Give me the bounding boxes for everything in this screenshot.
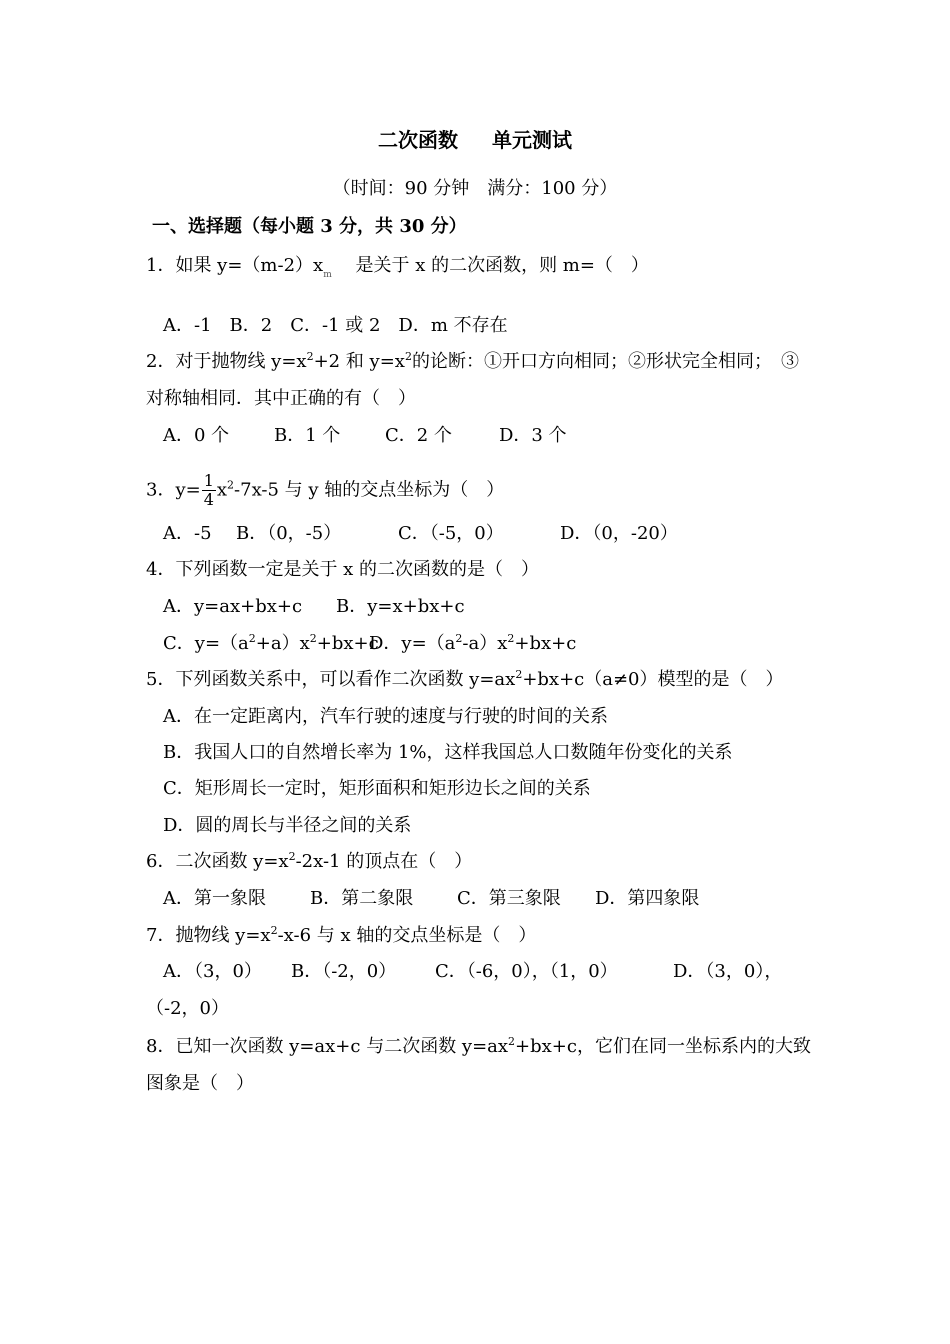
question-3: 3．y= $\frac{1}{4}$ $x^2-7x-5$ 与 y 轴的交点坐标为（ ） (146, 471, 505, 509)
question-5-option-b: B．我国人口的自然增长率为 1%，这样我国总人口数随年份变化的关系 (163, 742, 733, 763)
question-8-line-2: 图象是（ ） (146, 1073, 254, 1094)
page-title (0, 128, 950, 152)
option-d: D．$y=(a^2-a)x^2+bx+c$ (369, 632, 577, 654)
option-a: A．第一象限 (163, 888, 266, 909)
question-2-options (163, 424, 567, 448)
option-a: A．y=ax+bx+c (163, 596, 303, 617)
fraction-one-quarter: $\frac{1}{4}$ (203, 471, 214, 509)
option-d: D．第四象限 (595, 888, 700, 909)
title-left: 二次函数 (378, 128, 458, 152)
option-c: C．（-6，0），（1，0） (435, 961, 618, 982)
option-a: A．0 个 (163, 425, 230, 446)
option-b: B．第二象限 (310, 888, 414, 909)
question-6: 6．二次函数 $y=x^2-2x-1$ 的顶点在（ ） (146, 850, 473, 872)
option-b: B．（0，-5） (236, 523, 342, 544)
question-7: 7．抛物线 $y=x^2-x-6$ 与 x 轴的交点坐标是（ ） (146, 924, 537, 946)
question-2: 2．对于抛物线 $y=x^2+2$ 和 $y=x^2$的论断：①开口方向相同；②形状完全相同； ③ (146, 350, 799, 372)
option-c: C．$y=(a^2+a)x^2+bx+c$ (163, 632, 379, 654)
question-4-options-cd (163, 632, 576, 656)
question-7-option-d-cont: （-2，0） (146, 998, 229, 1019)
option-b: B．1 个 (274, 425, 341, 446)
title-right: 单元测试 (492, 128, 572, 152)
time-score-info: （时间：90 分钟 满分：100 分） (332, 178, 618, 199)
question-8: 8．已知一次函数 y=ax+c 与二次函数 $y=ax^2+bx+c$，它们在同一坐标系内的大致 (146, 1035, 811, 1057)
question-1-options: A．-1 B．2 C．-1 或 2 D．m 不存在 (163, 315, 508, 336)
option-a: A．（3，0） (163, 961, 262, 982)
option-c: C．第三象限 (457, 888, 561, 909)
option-c: C．（-5，0） (398, 523, 504, 544)
option-c: C．2 个 (385, 425, 452, 446)
option-a: A．-5 (163, 523, 212, 544)
section-heading: 一、选择题（每小题 3 分，共 30 分） (152, 216, 467, 237)
option-b: B．（-2，0） (291, 961, 397, 982)
option-d: D．（3，0）， (673, 961, 783, 982)
question-5: 5．下列函数关系中，可以看作二次函数 $y=ax^2+bx+c(a\ne 0)$模型的是（ ） (146, 668, 784, 690)
question-2-line-2: 对称轴相同．其中正确的有（ ） (146, 388, 416, 409)
option-b: B．y=x+bx+c (336, 596, 465, 617)
question-5-option-c: C．矩形周长一定时，矩形面积和矩形边长之间的关系 (163, 778, 591, 799)
question-7-options (163, 960, 782, 984)
question-1: 1．如果 $y=(m-2)x_m$ 是关于 x 的二次函数，则 m=（ ） (146, 255, 649, 280)
question-4-options-ab (163, 595, 465, 619)
question-6-options (163, 887, 699, 911)
question-5-option-a: A．在一定距离内，汽车行驶的速度与行驶的时间的关系 (163, 706, 608, 727)
option-d: D．3 个 (499, 425, 567, 446)
option-d: D．（0，-20） (560, 523, 678, 544)
question-4: 4．下列函数一定是关于 x 的二次函数的是（ ） (146, 559, 540, 580)
question-3-options (163, 522, 678, 546)
question-5-option-d: D．圆的周长与半径之间的关系 (163, 815, 412, 836)
exponent-m: m (323, 270, 332, 280)
